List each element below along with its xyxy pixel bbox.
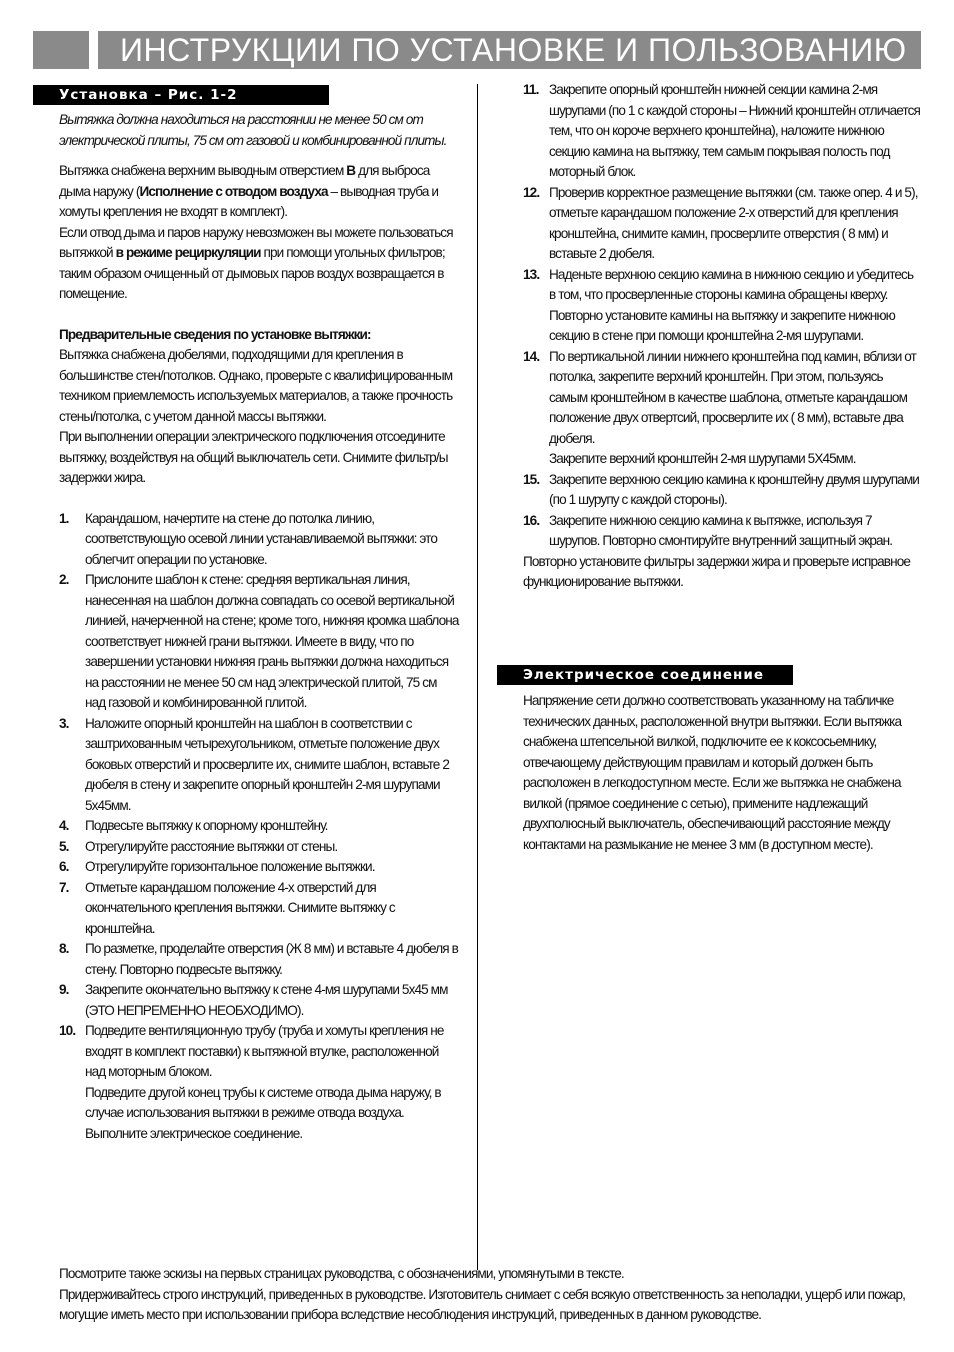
prelim-text: Вытяжка снабжена дюбелями, подходящими для крепления в большинстве стен/потолков. Однако, проверьте с квалифицированным техником приемлемость используемых материалов, а также прочность стены/потолка, с учетом данной массы вытяжки. [59,347,453,424]
footer-line-1: Посмотрите также эскизы на первых страницах руководства, с обозначениями, упомянутыми в тексте. [59,1266,624,1281]
intro-italic: Вытяжка должна находиться на расстоянии не менее 50 см от электрической плиты, 75 см от газовой и комбинированной плиты. [59,112,447,148]
list-item: 11. Закрепите опорный кронштейн нижней секции камина 2-мя шурупами (по 1 с каждой стороны – Нижний кронштейн отличается тем, что он короче верхнего кронштейна), наложите нижнюю секцию камина на вытяжку, тем самым покрывая полость под моторный блок. [523,82,920,179]
installation-section-tab: Установка – Рис. 1-2 [33,85,329,105]
electrical-section-tab: Электрическое соединение [497,665,793,685]
paragraph-exhaust-outlet: Вытяжка снабжена верхним выводным отверстием B для выброса дыма наружу (Исполнение с отводом воздуха – выводная труба и хомуты крепления не входят в комплект). [59,163,439,219]
column-divider [477,84,478,1270]
prelim-heading: Предварительные сведения по установке вытяжки: [59,326,371,342]
electrical-column [523,691,921,855]
paragraph-recirculation: Если отвод дыма и паров наружу невозможен вы можете пользоваться вытяжкой в режиме рециркуляции при помощи угольных фильтров; таким образом очищенный от дымовых паров воздух возвращается в помещение. [59,224,453,301]
list-item: 12. Проверив корректное размещение вытяжки (см. также опер. 4 и 5), отметьте карандашом положение 2-х отверстий для крепления кронштейна, снимите камин, просверлите отверстия ( 8 мм) и вставьте 2 дюбеля. [523,184,918,261]
list-item: 16. Закрепите нижнюю секцию камина к вытяжке, используя 7 шурупов. Повторно смонтируйте внутренний защитный экран. [523,512,893,548]
prelim-text-2: При выполнении операции электрического подключения отсоедините вытяжку, воздействуя на общий выключатель сети. Снимите фильтр/ы задержки жира. [59,429,448,485]
right-column [523,80,921,593]
left-column [59,110,459,1144]
step-10-extra-1: Подведите другой конец трубы к системе отвода дыма наружу, в случае использования вытяжки в режиме отвода воздуха. [85,1084,441,1120]
list-item: 5. Отрегулируйте расстояние вытяжки от стены. [59,838,338,854]
list-item: 9. Закрепите окончательно вытяжку к стене 4-мя шурупами 5х45 мм (ЭТО НЕПРЕМЕННО НЕОБХОДИМО). [59,982,448,1018]
list-item: 2. Прислоните шаблон к стене: средняя вертикальная линия, нанесенная на шаблон должна совпадать со осевой вертикальной линией, начерченной на стене; кроме того, нижняя кромка шаблона соответствует нижней грани вытяжки. Имеете в виду, что по завершении установки нижняя грань вытяжки должна находиться на расстоянии не менее 50 см над электрической плитой, 75 см над газовой и комбинированной плитой. [59,572,459,710]
list-item: 1. Карандашом, начертите на стене до потолка линию, соответствующую осевой линии устанавливаемой вытяжки: это облегчит операции по установке. [59,510,437,567]
electrical-text: Напряжение сети должно соответствовать указанному на табличке технических данных, расположенной внутри вытяжки. Если вытяжка снабжена штепсельной вилкой, подключите ее к коксосьемнику, отвечающему действующим правилам и который должен быть расположен в легкодоступном месте. Если же вытяжка не снабжена вилкой (прямое соединение с сетью), примените надлежащий двухполюсный выключатель, обеспечивающий расстояние между контактами на размыкание не менее 3 мм (в доступном месте). [523,693,902,852]
list-item: 10. Подведите вентиляционную трубу (труба и хомуты крепления не входят в комплект поставки) к вытяжной втулке, расположенной над моторным блоком. Подведите другой конец трубы к системе отвода дыма наружу, в случае использования вытяжки в режиме отвода воздуха. Выполните электрическое соединение. [59,1021,459,1144]
page-title: ИНСТРУКЦИИ ПО УСТАНОВКЕ И ПОЛЬЗОВАНИЮ [98,31,921,69]
list-item: 4. Подвесьте вытяжку к опорному кронштейну. [59,818,328,833]
list-item: 8. По разметке, проделайте отверстия (Ж 8 мм) и вставьте 4 дюбеля в стену. Повторно подвесьте вытяжку. [59,941,458,977]
list-item: 7. Отметьте карандашом положение 4-х отверстий для окончательного крепления вытяжки. Снимите вытяжку с кронштейна. [59,879,395,936]
footer-line-2: Придерживайтесь строго инструкций, приведенных в руководстве. Изготовитель снимает с себя всякую ответственность за неполадки, ущерб или пожар, могущие иметь место при использовании прибора вследствие несоблюдения инструкций, приведенных в данном руководстве. [59,1286,905,1322]
list-item: 3. Наложите опорный кронштейн на шаблон в соответствии с заштрихованным четырехугольником, отметьте положение двух боковых отверстий и просверлите их, снимите шаблон, вставьте 2 дюбеля в стену и закрепите опорный кронштейн 2-мя шурупами 5х45мм. [59,715,449,813]
list-item: 6. Отрегулируйте горизонтальное положение вытяжки. [59,859,375,874]
header-gray-block [33,31,89,69]
step-14-extra: Закрепите верхний кронштейн 2-мя шурупами 5Х45мм. [549,451,856,466]
list-item: 13. Наденьте верхнюю секцию камина в нижнюю секцию и убедитесь в том, что просверленные стороны камина обращены кверху. Повторно установите камины на вытяжку и закрепите нижнюю секцию в стене при помощи кронштейна 2-мя шурупами. [523,265,921,347]
footer-notes [59,1264,929,1326]
list-item: 14. По вертикальной линии нижнего кронштейна под камин, вблизи от потолка, закрепите верхний кронштейн. При этом, пользуясь самым кронштейном в качестве шаблона, отметьте карандашом положение двух отвертсий, просверлите их ( 8 мм), вставьте два дюбеля. Закрепите верхний кронштейн 2-мя шурупами 5Х45мм. [523,347,921,470]
closing-paragraph: Повторно установите фильтры задержки жира и проверьте исправное функционирование вытяжки. [523,553,911,589]
list-item: 15. Закрепите верхнюю секцию камина к кронштейну двумя шурупами (по 1 шурупу с каждой стороны). [523,471,919,507]
step-13-extra: Повторно установите камины на вытяжку и закрепите нижнюю секцию в стене при помощи кронштейна 2-мя шурупами. [549,307,895,343]
step-10-extra-2: Выполните электрическое соединение. [85,1125,303,1141]
